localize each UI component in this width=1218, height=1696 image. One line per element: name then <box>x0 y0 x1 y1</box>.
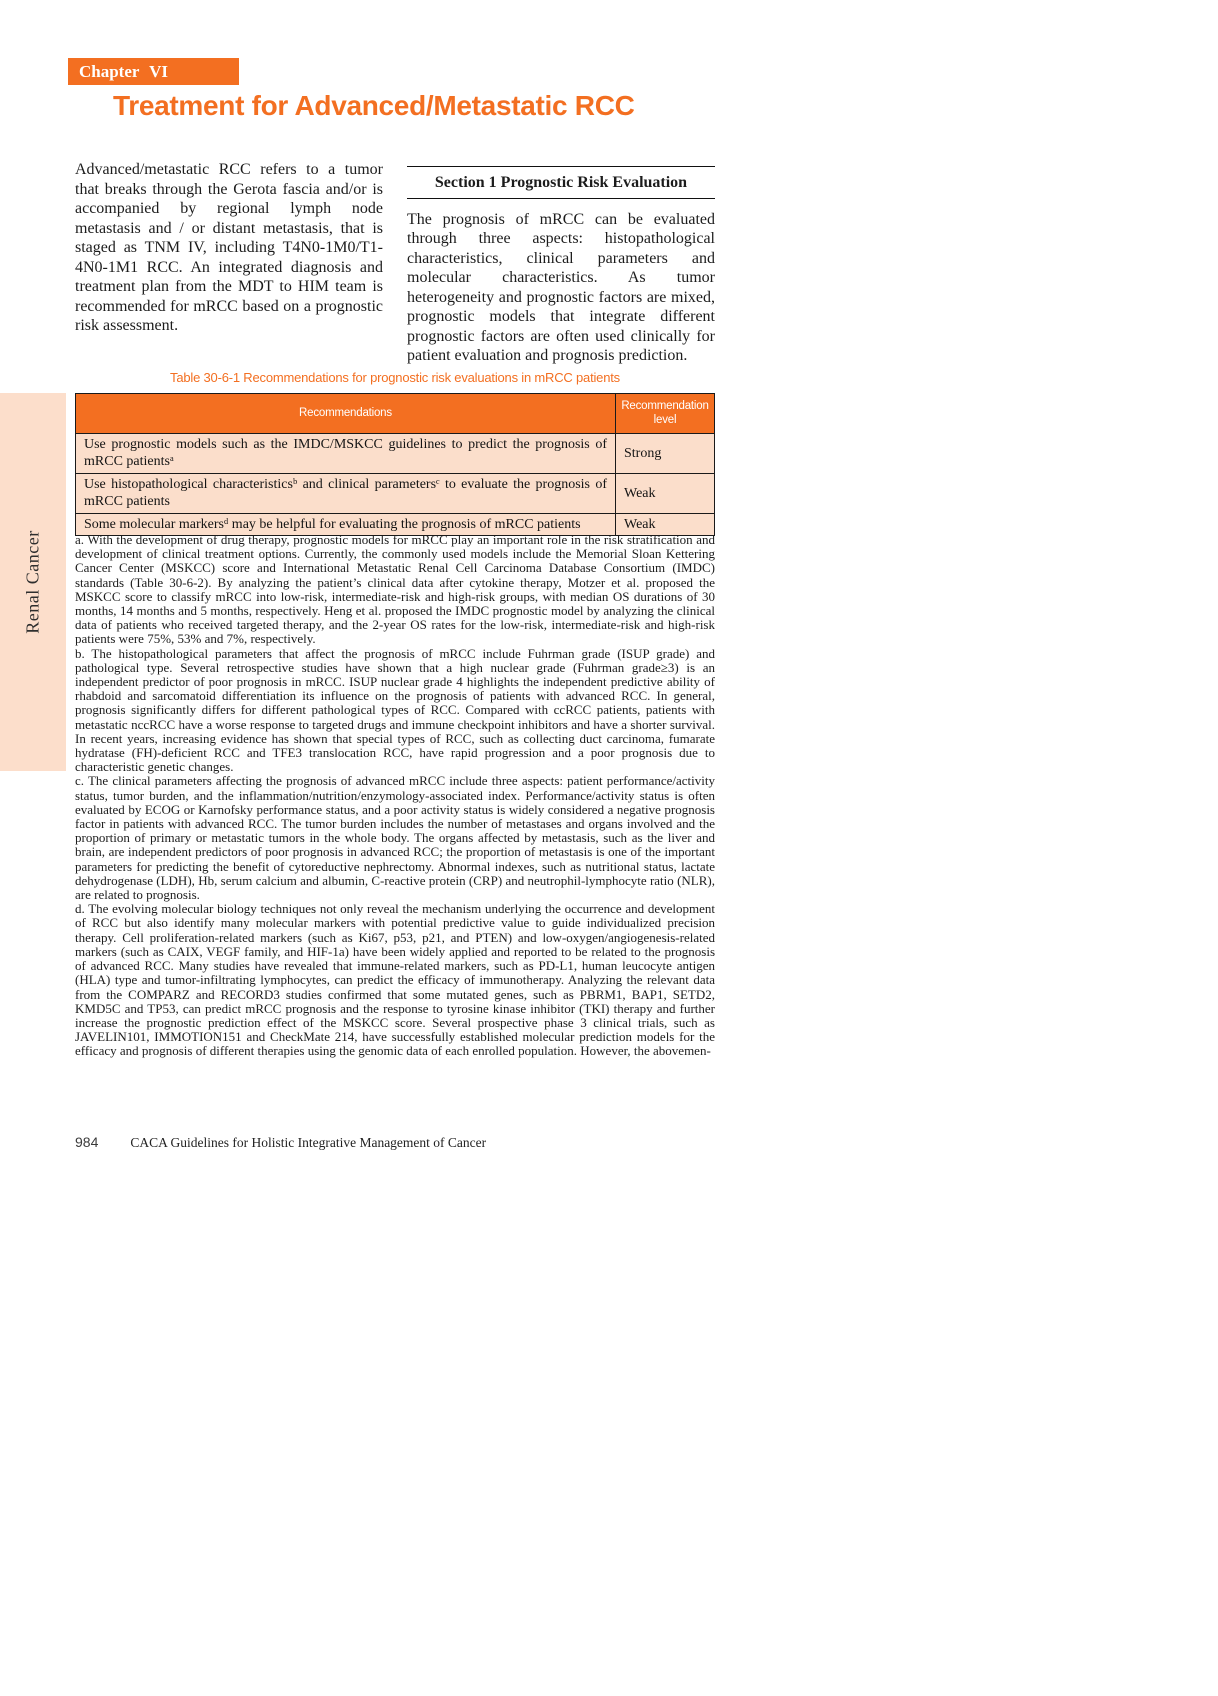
section-body-paragraph: The prognosis of mRCC can be evaluated through three aspects: histopathological characteristics, clinical parameters and molecular characteristics. As tumor heterogeneity and prognostic factors are mixed, prognostic models that integrate different prognostic factors are often used clinically for patient evaluation and prognosis prediction. <box>407 210 715 365</box>
page-footer <box>75 1134 486 1151</box>
intro-right-column <box>407 160 715 366</box>
intro-left-column <box>75 160 383 366</box>
chapter-banner <box>68 58 239 85</box>
footnote-c: c. The clinical parameters affecting the prognosis of advanced mRCC include three aspects: patient performance/activity status, tumor burden, and the inflammation/nutrition/enzymology-associated index. Performance/activity status is often evaluated by ECOG or Karnofsky performance status, and a poor activity status is widely considered a negative prognosis factor in patients with advanced RCC. The tumor burden includes the number of metastases and organs involved and the proportion of primary or metastatic tumors in the whole body. The organs affected by metastasis, such as the liver and brain, are independent predictors of poor prognosis in advanced RCC; the proportion of metastasis is one of the important parameters for predicting the benefit of cytoreductive nephrectomy. Abnormal indexes, such as nutritional status, lactate dehydrogenase (LDH), Hb, serum calcium and albumin, C-reactive protein (CRP) and neutrophil-lymphocyte ratio (NLR), are related to prognosis. <box>75 773 715 903</box>
level-cell: Weak <box>616 513 715 536</box>
page-title: Treatment for Advanced/Metastatic RCC <box>113 90 635 121</box>
footnote-b: b. The histopathological parameters that affect the prognosis of mRCC include Fuhrman grade (ISUP grade) and pathological type. Several retrospective studies have shown that a high nuclear grade (Fuhrman grade≥3) is an independent predictor of poor prognosis in mRCC. ISUP nuclear grade 4 highlights the independent predictive ability of rhabdoid and sarcomatoid differentiation its influence on the prognosis of patients with advanced RCC. In general, prognosis significantly differs for different pathological types of RCC. Compared with ccRCC patients, patients with metastatic nccRCC have a worse response to targeted drugs and immune checkpoint inhibitors and have a shorter survival. In recent years, increasing evidence has shown that special types of RCC, such as collecting duct carcinoma, fumarate hydratase (FH)-deficient RCC and TFE3 translocation RCC, have rapid progression and a poor prognosis due to characteristic genetic changes. <box>75 645 715 775</box>
side-tab-label: Renal Cancer <box>22 530 43 634</box>
table-header-row <box>76 394 715 434</box>
column-header-recommendations: Recommendations <box>76 394 616 434</box>
intro-paragraph: Advanced/metastatic RCC refers to a tumor that breaks through the Gerota fascia and/or is accompanied by regional lymph node metastasis and / or distant metastasis, that is staged as TNM IV, including T4N0-1M0/T1-4N0-1M1 RCC. An integrated diagnosis and treatment plan from the MDT to HIM team is recommended for mRCC based on a prognostic risk assessment. <box>75 161 383 335</box>
recommendations-table <box>75 393 715 536</box>
chapter-side-tab <box>0 393 66 771</box>
recommendation-cell: Use prognostic models such as the IMDC/MSKCC guidelines to predict the prognosis of mRCC patientsᵃ <box>76 433 616 473</box>
intro-columns <box>75 160 715 366</box>
level-cell: Strong <box>616 433 715 473</box>
recommendation-cell: Some molecular markersᵈ may be helpful for evaluating the prognosis of mRCC patients <box>76 513 616 536</box>
table-row <box>76 433 715 473</box>
level-cell: Weak <box>616 473 715 513</box>
table-row <box>76 473 715 513</box>
footnote-d: d. The evolving molecular biology techniques not only reveal the mechanism underlying the occurrence and development of RCC but also identify many molecular markers with potential predictive value to guide individualized precision therapy. Cell proliferation-related markers (such as Ki67, p53, p21, and PTEN) and low-oxygen/angiogenesis-related markers (such as CAIX, VEGF family, and HIF-1a) have been widely applied and reported to be related to the prognosis of advanced RCC. Many studies have revealed that immune-related markers, such as PD-L1, human leucocyte antigen (HLA) type and tumor-infiltrating lymphocytes, can predict the efficacy of immunotherapy. Analyzing the relevant data from the COMPARZ and RECORD3 studies confirmed that some mutated genes, such as PBRM1, BAP1, SETD2, KMD5C and TP53, can predict mRCC prognosis and the response to tyrosine kinase inhibitor (TKI) therapy and further increase the prognostic prediction effect of the MSKCC score. Several prospective phase 3 clinical trials, such as JAVELIN101, IMMOTION151 and CheckMate 214, have successfully established molecular prediction models for the efficacy and prognosis of different therapies using the genomic data of each enrolled population. However, the abovemen- <box>75 901 715 1059</box>
running-title: CACA Guidelines for Holistic Integrative Management of Cancer <box>130 1135 487 1150</box>
table-caption: Table 30-6-1 Recommendations for prognostic risk evaluations in mRCC patients <box>170 370 620 385</box>
column-header-recommendation-level: Recommendation level <box>616 394 715 434</box>
page-number: 984 <box>75 1134 99 1150</box>
recommendation-cell: Use histopathological characteristicsᵇ and clinical parametersᶜ to evaluate the prognosis of mRCC patients <box>76 473 616 513</box>
chapter-label: Chapter VI <box>79 62 168 81</box>
section-heading: Section 1 Prognostic Risk Evaluation <box>407 166 715 199</box>
footnote-a: a. With the development of drug therapy, prognostic models for mRCC play an important role in the risk stratification and development of clinical treatment options. Currently, the commonly used models include the Memorial Sloan Kettering Cancer Center (MSKCC) score and International Metastatic Renal Cell Carcinoma Database Consortium (IMDC) standards (Table 30-6-2). By analyzing the patient’s clinical data after cytokine therapy, Motzer et al. proposed the MSKCC score to classify mRCC into low-risk, intermediate-risk and high-risk groups, with median OS durations of 30 months, 14 months and 5 months, respectively. Heng et al. proposed the IMDC prognostic model by analyzing the clinical data of patients who received targeted therapy, and the 2-year OS rates for the low-risk, intermediate-risk and high-risk patients were 75%, 53% and 7%, respectively. <box>75 532 715 647</box>
footnotes-block <box>75 533 715 1059</box>
